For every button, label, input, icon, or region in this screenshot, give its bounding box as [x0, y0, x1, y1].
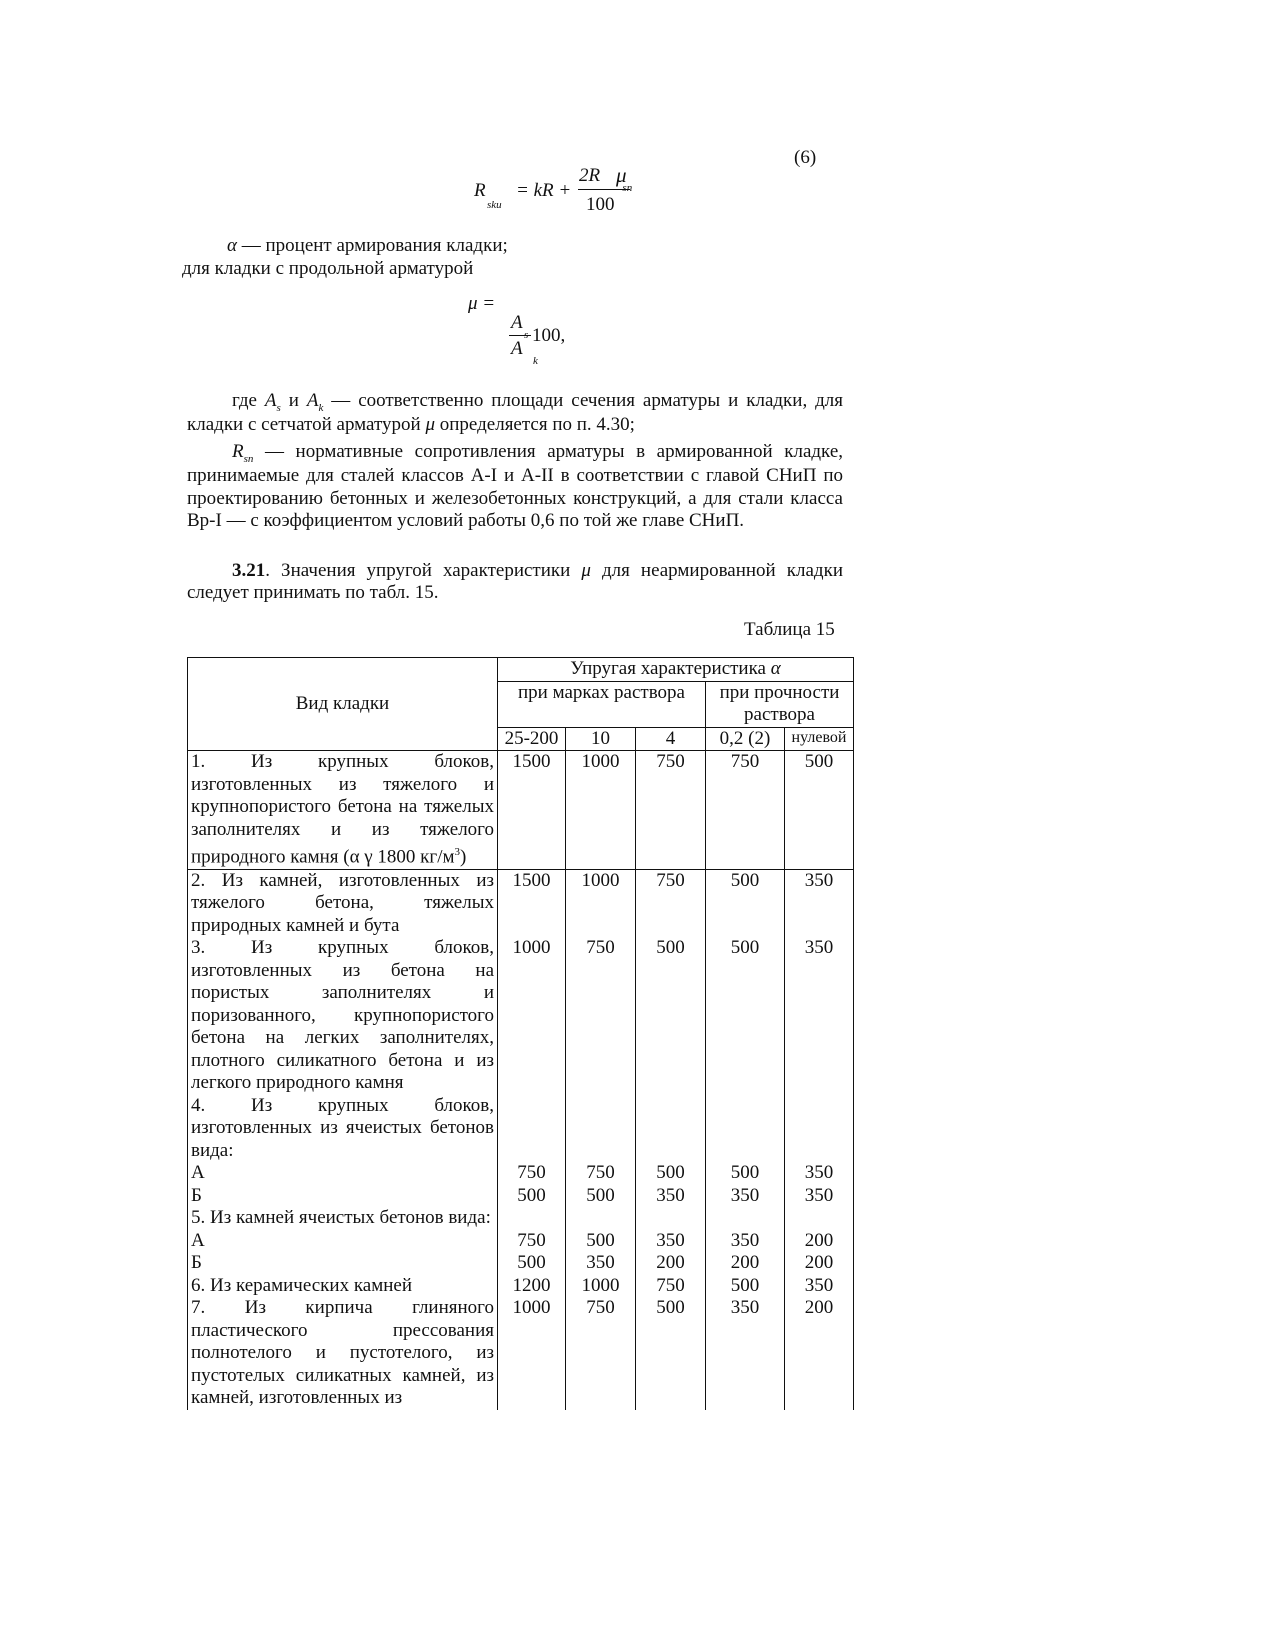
row-label: 4. Из крупных блоков, изготовленных из ячеистых бетонов вида: [188, 1095, 498, 1163]
cell: 750 [498, 1162, 566, 1185]
rsn-text: — нормативные сопротивления арматуры в армированной кладке, принимаемые для сталей классов А-I и А-II в соответствии с главой СНиП по проектированию бетонных и железобетонных конструкций, а для стали класса Вр-I — с коэффициентом условий работы 0,6 по той же главе СНиП. [187, 441, 843, 532]
cell: 500 [566, 1230, 636, 1253]
formula-6-numerator-mu: μ [616, 163, 627, 187]
cell: 750 [636, 751, 706, 870]
row-label: 3. Из крупных блоков, изготовленных из бетона на пористых заполнителях и поризованного, крупнопористого бетона на легких заполнителях, плотного силикатного бетона и из легкого природного камня [188, 937, 498, 1095]
cell [636, 1207, 706, 1230]
cell: 350 [636, 1230, 706, 1253]
table-row [188, 1230, 854, 1253]
paragraph-rsn [187, 441, 843, 533]
cell: 350 [566, 1252, 636, 1275]
where-t1: где [232, 390, 265, 411]
cell: 350 [706, 1185, 785, 1208]
cell [498, 1207, 566, 1230]
col-header [636, 727, 706, 751]
formula-6-eq: = kR + [516, 180, 572, 201]
col-header-text: нулевой [791, 728, 847, 746]
row-label: А [188, 1230, 498, 1253]
table-row [188, 751, 854, 870]
formula-6-numerator: 2R [579, 165, 601, 186]
header-alpha-symbol: α [770, 658, 781, 679]
header-alpha-text: Упругая характеристика [570, 658, 771, 679]
cell: 350 [706, 1297, 785, 1410]
rsn-r: R [232, 441, 244, 462]
cell: 200 [636, 1252, 706, 1275]
cell [566, 1207, 636, 1230]
cell: 1000 [566, 1275, 636, 1298]
col-header-text: 10 [591, 727, 610, 749]
cell: 350 [636, 1185, 706, 1208]
clause-t1: . Значения упругой характеристики [265, 560, 582, 581]
cell: 1500 [498, 869, 566, 937]
formula-mu-fraction-bar [509, 335, 531, 336]
cell [706, 1207, 785, 1230]
formula-mu-numerator: A [511, 312, 523, 333]
row-label: А [188, 1162, 498, 1185]
col-header-text: 4 [665, 727, 676, 749]
table-title: Таблица 15 [744, 619, 835, 640]
header-alpha [498, 658, 854, 682]
col-header [785, 727, 854, 751]
cell: 750 [636, 869, 706, 937]
table-row [188, 1162, 854, 1185]
cell: 750 [636, 1275, 706, 1298]
cell: 350 [785, 1162, 854, 1185]
formula-6 [474, 165, 674, 225]
formula-mu-numerator-sub: s [524, 329, 529, 341]
cell [566, 1095, 636, 1163]
row-label: 6. Из керамических камней [188, 1275, 498, 1298]
formula-mu-denominator: A [511, 338, 523, 359]
col-header [706, 727, 785, 751]
cell: 500 [785, 751, 854, 870]
cell: 750 [566, 937, 636, 1095]
cell: 500 [706, 1275, 785, 1298]
cell: 750 [566, 1162, 636, 1185]
row-label: Б [188, 1185, 498, 1208]
row-label: 5. Из камней ячеистых бетонов вида: [188, 1207, 498, 1230]
cell: 1500 [498, 751, 566, 870]
header-kind-text: Вид кладки [295, 692, 390, 714]
cell: 200 [785, 1230, 854, 1253]
table-row [188, 1252, 854, 1275]
row-label-sup: 3 [454, 846, 461, 858]
row-label: Б [188, 1252, 498, 1275]
alpha-symbol: α [227, 235, 237, 256]
header-kind [188, 658, 498, 751]
cell: 750 [498, 1230, 566, 1253]
formula-6-numerator-sub: sn [622, 182, 633, 194]
cell: 1000 [566, 869, 636, 937]
cell: 750 [566, 1297, 636, 1410]
cell: 200 [785, 1252, 854, 1275]
cell [785, 1207, 854, 1230]
cell: 350 [706, 1230, 785, 1253]
header-marks [498, 681, 706, 727]
cell: 500 [498, 1252, 566, 1275]
where-as-sub: s [276, 402, 281, 414]
alpha-text: — процент армирования кладки; [236, 235, 508, 256]
cell: 750 [706, 751, 785, 870]
cell: 350 [785, 869, 854, 937]
cell: 500 [706, 869, 785, 937]
cell: 500 [636, 1162, 706, 1185]
alpha-definition [227, 235, 508, 257]
cell [498, 1095, 566, 1163]
rsn-r-sub: sn [243, 453, 254, 465]
row-label-text: 1. Из крупных блоков, изготовленных из тяжелого и крупнопористого бетона на тяжелых заполнителях и из тяжелого природного камня (α γ 1800 кг/м [191, 751, 494, 868]
table-15 [187, 657, 854, 1410]
formula-mu [468, 293, 588, 365]
cell [706, 1095, 785, 1163]
where-ak: A [306, 390, 319, 411]
where-t4: определяется по п. 4.30; [435, 414, 635, 436]
formula-6-lhs-sub: sku [487, 199, 502, 211]
header-strength [706, 681, 854, 727]
clause-t2: для неармированной кладки следует принимать по табл. 15. [187, 560, 843, 604]
paragraph-3-21 [187, 560, 843, 605]
cell: 1000 [566, 751, 636, 870]
col-header [498, 727, 566, 751]
where-as: A [264, 390, 277, 411]
table-row [188, 869, 854, 937]
cell: 500 [636, 1297, 706, 1410]
clause-number: 3.21 [232, 560, 266, 581]
table-row [188, 1207, 854, 1230]
cell: 1000 [498, 1297, 566, 1410]
formula-6-denominator: 100 [586, 194, 615, 215]
row-label: 7. Из кирпича глиняного пластического прессования полнотелого и пустотелого, из пустотелых силикатных камней, из камней, изготовленных из [188, 1297, 498, 1410]
cell: 500 [706, 1162, 785, 1185]
cell: 350 [785, 1275, 854, 1298]
formula-6-lhs: R [474, 180, 486, 201]
formula-mu-lhs: μ = [468, 293, 496, 314]
header-marks-text: при марках раствора [518, 681, 685, 703]
where-mu: μ [425, 414, 436, 436]
where-ak-sub: k [318, 402, 324, 414]
formula-mu-tail: 100, [532, 325, 566, 346]
cell [785, 1095, 854, 1163]
cell: 500 [706, 937, 785, 1095]
table-row [188, 1185, 854, 1208]
cell: 200 [706, 1252, 785, 1275]
table-row [188, 1297, 854, 1410]
row-label [188, 751, 498, 870]
col-header-text: 25-200 [504, 727, 559, 749]
header-strength-text: при прочности раствора [719, 681, 840, 725]
clause-mu: μ [581, 560, 591, 581]
col-header-text: 0,2 (2) [719, 727, 771, 749]
cell: 1000 [498, 937, 566, 1095]
paragraph-where [187, 390, 843, 437]
cell: 350 [785, 937, 854, 1095]
where-t2: и [280, 390, 307, 411]
row-label-tail: ) [460, 846, 467, 868]
cell: 500 [498, 1185, 566, 1208]
cell: 1200 [498, 1275, 566, 1298]
cell: 200 [785, 1297, 854, 1410]
longitudinal-line: для кладки с продольной арматурой [182, 258, 474, 279]
formula-6-fraction-bar [578, 189, 630, 190]
cell: 350 [785, 1185, 854, 1208]
cell: 500 [636, 937, 706, 1095]
formula-mu-denominator-sub: k [533, 355, 538, 367]
col-header [566, 727, 636, 751]
where-t3: — соответственно площади сечения арматуры и кладки, для кладки с сетчатой арматурой [187, 390, 844, 436]
cell: 500 [566, 1185, 636, 1208]
cell [636, 1095, 706, 1163]
table-row [188, 1095, 854, 1163]
formula-6-number: (6) [794, 147, 817, 168]
table-row [188, 1275, 854, 1298]
row-label: 2. Из камней, изготовленных из тяжелого бетона, тяжелых природных камней и бута [188, 869, 498, 937]
table-row [188, 937, 854, 1095]
